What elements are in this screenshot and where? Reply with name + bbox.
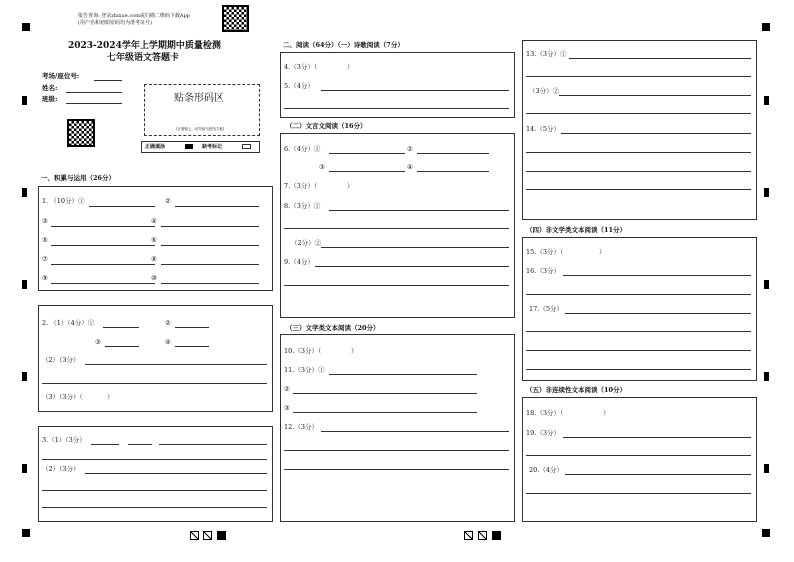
q1-mark-2: ②: [165, 197, 171, 205]
q2-blank-1[interactable]: [103, 327, 139, 328]
q18-close: ）: [603, 409, 610, 417]
name-field[interactable]: [66, 92, 122, 93]
q17-line-4[interactable]: [526, 369, 751, 370]
q1-mark-10: ⑩: [151, 274, 157, 282]
literary-answer-box: [280, 334, 515, 522]
q12-line-1[interactable]: [321, 431, 509, 432]
q1-blank-5[interactable]: [51, 245, 155, 246]
q11-mark-2: ②: [284, 385, 290, 393]
q5-line-2[interactable]: [284, 108, 509, 109]
q6-mark-2: ②: [407, 145, 413, 153]
section-1-header: 一、积累与运用（26分）: [41, 174, 116, 182]
q1-mark-8: ⑧: [151, 255, 157, 263]
section-2-header: 二、阅读（64分）（一）诗歌阅读（7分）: [283, 41, 404, 49]
q16-line-2[interactable]: [526, 294, 751, 295]
class-label: 班级:: [42, 95, 58, 103]
q9-line-2[interactable]: [284, 285, 509, 286]
q11-mark-3: ③: [284, 404, 290, 412]
q13-label: 13.（3分）①: [526, 50, 567, 58]
exam-title: 2023-2024学年上学期期中质量检测: [68, 41, 221, 51]
q6-blank-2[interactable]: [417, 153, 489, 154]
q3-line-1[interactable]: [42, 459, 267, 460]
correct-fill-label: 正确填涂: [145, 144, 166, 150]
q14-label: 14.（5分）: [526, 125, 560, 133]
q12-line-2[interactable]: [284, 450, 509, 451]
page-mark-hatched: [478, 531, 487, 540]
page-mark-solid: [217, 531, 226, 540]
card-subtitle: 七年级语文答题卡: [107, 53, 180, 63]
page-mark-solid: [492, 531, 501, 540]
section-2d-header: （四）非文学类文本阅读（11分）: [526, 226, 627, 234]
timing-mark: [22, 464, 27, 473]
q17-line-3[interactable]: [526, 350, 751, 351]
q2-answer-box: [38, 305, 273, 412]
q17-line-1[interactable]: [565, 313, 751, 314]
timing-mark: [764, 372, 769, 381]
q2-part3-close: ）: [107, 393, 114, 401]
q5-line-1[interactable]: [321, 90, 509, 91]
q2-label: 2. （1）（4分）①: [42, 319, 95, 327]
q6-label: 6.（4分）①: [284, 145, 321, 153]
q1-blank-10[interactable]: [161, 283, 259, 284]
q7-close: ）: [347, 182, 354, 190]
q6-blank-3[interactable]: [329, 171, 405, 172]
corner-mark-tr: [762, 23, 770, 31]
section-2e-header: （五）非连续性文本阅读（10分）: [526, 386, 627, 394]
timing-mark: [764, 96, 769, 105]
q2-part2-line-1[interactable]: [85, 364, 267, 365]
q11-blank-1[interactable]: [329, 374, 477, 375]
q3-blank-1[interactable]: [91, 444, 119, 445]
q1-blank-6[interactable]: [161, 245, 259, 246]
q8-line-2[interactable]: [284, 228, 509, 229]
q10-label: 10.（3分）（: [284, 347, 322, 355]
q2-part3-label: （3）（3分）（: [42, 393, 83, 401]
q2-mark-2: ②: [165, 319, 171, 327]
q1-mark-7: ⑦: [42, 255, 48, 263]
q3-blank-2[interactable]: [128, 444, 152, 445]
q1-blank-3[interactable]: [51, 226, 155, 227]
class-field[interactable]: [66, 103, 122, 104]
q8-part2-line[interactable]: [321, 247, 509, 248]
q1-mark-5: ⑤: [42, 236, 48, 244]
q3-label: 3.（1）（3分）: [42, 436, 86, 444]
timing-mark: [22, 96, 27, 105]
barcode-note: (正面朝上，切勿贴出虚线方框): [176, 127, 225, 131]
q13-part2-line-2[interactable]: [526, 113, 751, 114]
absent-mark-box[interactable]: [242, 144, 251, 149]
q14-line-1[interactable]: [561, 133, 751, 134]
q1-blank-1[interactable]: [89, 206, 155, 207]
q17-label: 17.（5分）: [529, 305, 563, 313]
q1-answer-box: [38, 186, 273, 291]
absent-mark-label: 缺考标记: [202, 144, 223, 150]
q6-mark-4: ④: [407, 163, 413, 171]
q13-line-2[interactable]: [526, 76, 751, 77]
q1-mark-4: ④: [151, 217, 157, 225]
page-mark-hatched: [203, 531, 212, 540]
q6-blank-1[interactable]: [329, 153, 405, 154]
q3-part2-label: （2）（3分）: [42, 465, 80, 473]
q1-mark-3: ③: [42, 217, 48, 225]
q4-close: ）: [347, 63, 354, 71]
q13-part2-label: （3分）②: [529, 87, 560, 95]
corner-mark-br: [762, 529, 770, 537]
report-query-notice: 报告查询: 登录zhixue.com或扫描二维码下载App: [78, 13, 190, 19]
q15-close: ）: [599, 248, 606, 256]
page-mark-hatched: [464, 531, 473, 540]
q20-line-1[interactable]: [565, 474, 751, 475]
q1-blank-2[interactable]: [175, 206, 259, 207]
login-note: (用户名和初始密码均为准考证号): [78, 20, 152, 26]
q2-mark-3: ③: [95, 338, 101, 346]
q2-blank-3[interactable]: [105, 346, 139, 347]
q9-line-1[interactable]: [315, 266, 509, 267]
q19-line-2[interactable]: [526, 455, 751, 456]
q3-part2-line-3[interactable]: [42, 507, 267, 508]
q8-part2-label: （2分）②: [291, 239, 322, 247]
q2-part2-label: （2）（3分）: [42, 356, 80, 364]
q3-part2-line-1[interactable]: [85, 473, 267, 474]
timing-mark: [22, 280, 27, 289]
q20-line-2[interactable]: [526, 493, 751, 494]
q13-line-1[interactable]: [569, 58, 751, 59]
q12-line-3[interactable]: [284, 469, 509, 470]
q14-line-4[interactable]: [526, 189, 751, 190]
q3-answer-box: [38, 426, 273, 522]
q5-label: 5.（4分）: [284, 82, 314, 90]
q10-close: ）: [351, 347, 358, 355]
nonliterary-answer-box: [522, 237, 757, 381]
corner-mark-bl: [22, 529, 30, 537]
q7-label: 7.（3分）（: [284, 182, 318, 190]
q1-mark-9: ⑨: [42, 274, 48, 282]
q6-blank-4[interactable]: [417, 171, 489, 172]
q2-mark-4: ④: [165, 338, 171, 346]
q14-line-2[interactable]: [526, 152, 751, 153]
exam-seat-label: 考场/座位号:: [42, 72, 80, 80]
q2-part2-line-2[interactable]: [42, 383, 267, 384]
q6-mark-3: ③: [319, 163, 325, 171]
q11-blank-2[interactable]: [293, 393, 477, 394]
correct-fill-sample: [185, 144, 193, 149]
q4-label: 4.（3分）（: [284, 63, 318, 71]
q2-blank-2[interactable]: [175, 327, 209, 328]
exam-seat-field[interactable]: [94, 80, 122, 81]
timing-mark: [22, 188, 27, 197]
timing-mark: [764, 464, 769, 473]
section-2b-header: （二）文言文阅读（16分）: [286, 122, 367, 130]
q12-label: 12.（3分）: [284, 423, 318, 431]
q1-blank-7[interactable]: [51, 264, 155, 265]
q18-label: 18.（3分）（: [526, 409, 564, 417]
q11-label: 11.（3分）①: [284, 366, 325, 374]
noncontinuous-answer-box: [522, 397, 757, 522]
page-mark-hatched: [190, 531, 199, 540]
q8-line-1[interactable]: [329, 210, 509, 211]
q16-line-1[interactable]: [563, 275, 751, 276]
section-2c-header: （三）文学类文本阅读（20分）: [286, 324, 380, 332]
timing-mark: [764, 280, 769, 289]
q1-blank-8[interactable]: [161, 264, 259, 265]
q3-part2-line-2[interactable]: [42, 490, 267, 491]
timing-mark: [764, 188, 769, 197]
q15-label: 15.（3分）（: [526, 248, 564, 256]
q19-label: 19.（3分）: [526, 429, 560, 437]
q14-line-3[interactable]: [526, 171, 751, 172]
q19-line-1[interactable]: [563, 437, 751, 438]
q1-blank-9[interactable]: [51, 283, 155, 284]
q11-blank-3[interactable]: [293, 412, 477, 413]
q1-mark-6: ⑥: [151, 236, 157, 244]
q13-part2-line-1[interactable]: [559, 95, 751, 96]
poetry-answer-box: [280, 52, 515, 118]
q13-q14-answer-box: [522, 40, 757, 220]
q17-line-2[interactable]: [526, 331, 751, 332]
barcode-area-label: 贴条形码区: [174, 93, 224, 104]
q8-label: 8.（3分）①: [284, 202, 321, 210]
q9-label: 9.（4分）: [284, 258, 314, 266]
q2-blank-4[interactable]: [175, 346, 209, 347]
q20-label: 20.（4分）: [529, 466, 563, 474]
q3-blank-3[interactable]: [159, 444, 267, 445]
corner-mark-tl: [22, 23, 30, 31]
timing-mark: [22, 372, 27, 381]
q16-label: 16.（3分）: [526, 267, 560, 275]
q1-label: 1. （10分）①: [42, 197, 85, 205]
name-label: 姓名:: [42, 84, 58, 92]
app-qr-code: [222, 5, 249, 32]
classical-answer-box: [280, 133, 515, 318]
student-qr-code: [67, 119, 95, 147]
q1-blank-4[interactable]: [161, 226, 259, 227]
